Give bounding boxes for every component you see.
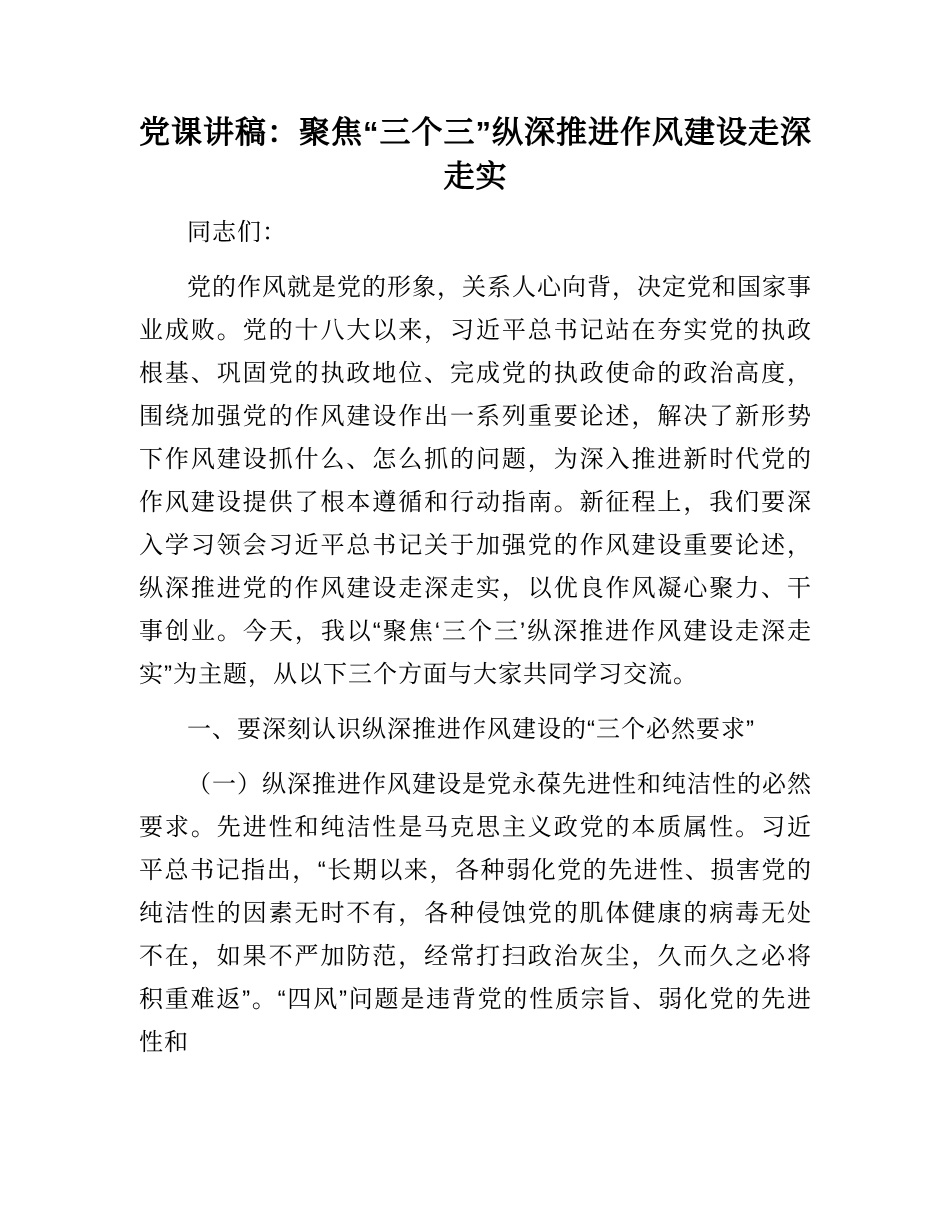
section-heading-1: 一、要深刻认识纵深推进作风建设的“三个必然要求” xyxy=(187,716,755,743)
paragraph-intro: 党的作风就是党的形象，关系人心向背，决定党和国家事业成败。党的十八大以来，习近平总书记站在夯实党的执政根基、巩固党的执政地位、完成党的执政使命的政治高度，围绕加强党的作风建设作出一系列重要论述，解决了新形势下作风建设抓什么、怎么抓的问题，为深入推进新时代党的作风建设提供了根本遵循和行动指南。新征程上，我们要深入学习领会习近平总书记关于加强党的作风建设重要论述，纵深推进党的作风建设走深走实，以优良作风凝心聚力、干事创业。今天，我以“聚焦‘三个三’纵深推进作风建设走深走实”为主题，从以下三个方面与大家共同学习交流。 xyxy=(139,274,812,688)
document-title: 党课讲稿：聚焦“三个三”纵深推进作风建设走深走实 xyxy=(139,115,812,194)
salutation: 同志们： xyxy=(187,219,287,246)
paragraph-section-1-1: （一）纵深推进作风建设是党永葆先进性和纯洁性的必然要求。先进性和纯洁性是马克思主义政党的本质属性。习近平总书记指出，“长期以来，各种弱化党的先进性、损害党的纯洁性的因素无时不有，各种侵蚀党的肌体健康的病毒无处不在，如果不严加防范，经常打扫政治灰尘，久而久之必将积重难返”。“四风”问题是违背党的性质宗旨、弱化党的先进性和 xyxy=(139,771,812,1056)
